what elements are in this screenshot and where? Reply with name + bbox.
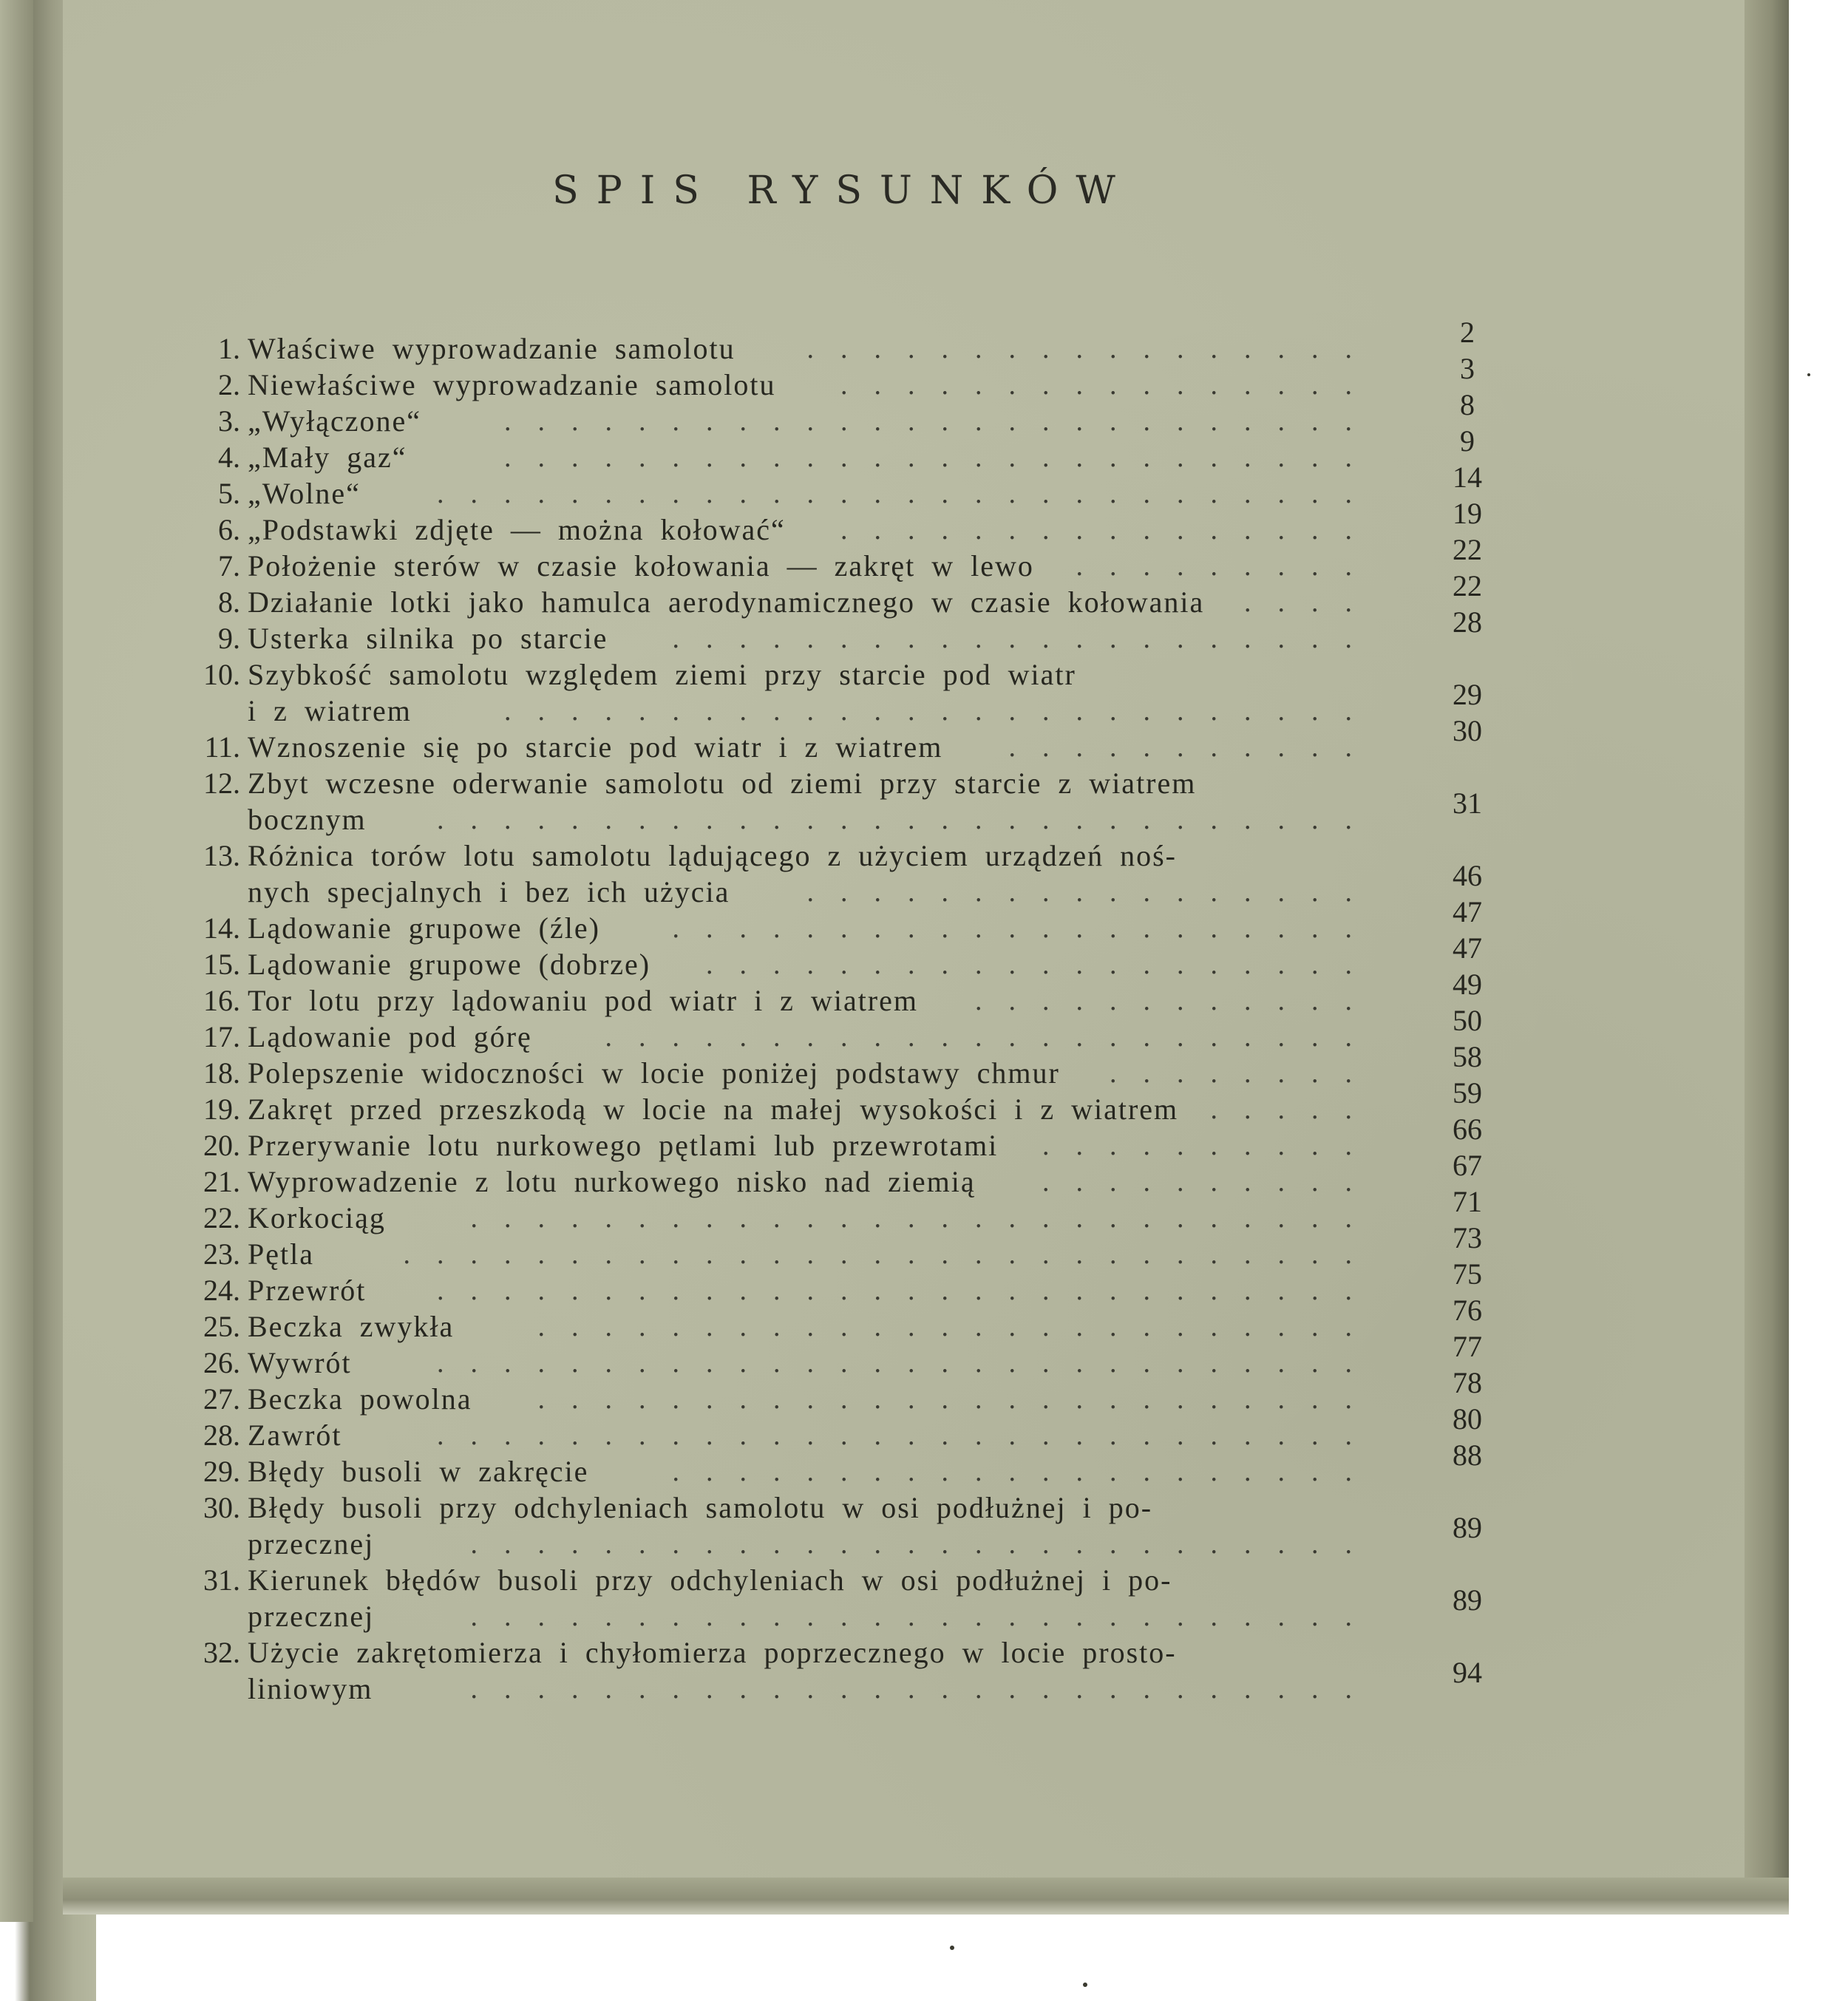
dot-leader: ................ [840,370,1379,401]
page-number: 89 [1453,1583,1482,1617]
figure-number: 9. [218,622,240,655]
figure-number: 22. [203,1201,240,1234]
figure-entry [174,1563,1379,1598]
page-number: 94 [1453,1656,1482,1689]
page-number: 46 [1453,859,1482,892]
figure-title: Działanie lotki jako hamulca aerodynamicznego w czasie kołowania [248,585,1205,619]
dot-leader: ............ [975,985,1379,1016]
figure-title-continuation: bocznym [248,803,367,836]
page-number: 47 [1453,931,1482,965]
dot-leader: ........................... [470,1529,1379,1560]
figure-number: 26. [203,1346,240,1379]
dot-leader: .......................... [504,406,1379,437]
figure-number: 6. [218,513,240,546]
figure-entry [174,585,1379,620]
figure-title: Niewłaściwe wyprowadzanie samolotu [248,368,776,401]
page-number: 29 [1453,678,1482,711]
dust-speck [1807,373,1810,376]
figure-number: 32. [203,1636,240,1669]
figure-number: 31. [203,1563,240,1597]
dot-leader: ........... [1008,732,1379,763]
figure-number: 24. [203,1274,240,1307]
figure-title: Błędy busoli przy odchyleniach samolotu w osi podłużnej i po- [248,1491,1153,1524]
figure-number: 20. [203,1129,240,1162]
figure-title: Szybkość samolotu względem ziemi przy starcie pod wiatr [248,658,1076,691]
figure-title-continuation: i z wiatrem [248,694,412,727]
figure-title: Usterka silnika po starcie [248,622,608,655]
figure-number: 8. [218,585,240,619]
page-number: 59 [1453,1076,1482,1110]
figure-number: 27. [203,1382,240,1416]
figure-title: Zbyt wczesne oderwanie samolotu od ziemi przy starcie z wiatrem [248,767,1197,800]
figure-title-continuation: liniowym [248,1672,373,1705]
figure-number: 21. [203,1165,240,1198]
figure-title: Wznoszenie się po starcie pod wiatr i z wiatrem [248,730,943,764]
dot-leader: .... [1244,587,1379,618]
figure-title: „Mały gaz“ [248,441,407,474]
figure-entry [174,1635,1379,1671]
page-title: SPIS RYSUNKÓW [552,169,1133,213]
figure-number: 1. [218,332,240,365]
figure-title: Błędy busoli w zakręcie [248,1455,589,1488]
figure-title: Wyprowadzenie z lotu nurkowego nisko nad ziemią [248,1165,976,1198]
dot-leader: ......................... [537,1384,1379,1415]
figure-number: 13. [203,839,240,872]
figure-number: 10. [203,658,240,691]
figure-number: 7. [218,549,240,582]
dot-leader: ......................... [537,1311,1379,1342]
dot-leader: .......................... [504,696,1379,727]
figure-title: Wywrót [248,1346,352,1379]
figure-title: Korkociąg [248,1201,386,1234]
page-number: 80 [1453,1402,1482,1436]
dot-leader: ............................. [403,1239,1379,1270]
figure-title: Przerywanie lotu nurkowego pętlami lub przewrotami [248,1129,999,1162]
figure-title: Lądowanie grupowe (źle) [248,911,600,945]
figure-entry [174,657,1379,693]
dot-leader: ........ [1110,1058,1379,1089]
figure-number: 18. [203,1056,240,1090]
figure-title: Tor lotu przy lądowaniu pod wiatr i z wiatrem [248,984,918,1017]
figure-title: Lądowanie grupowe (dobrze) [248,948,651,981]
figure-title: „Wolne“ [248,477,361,510]
dot-leader: ................ [840,514,1379,546]
dot-leader: .......... [1042,1130,1379,1161]
page-number: 2 [1460,316,1475,349]
dot-leader: ............................ [437,478,1379,509]
dot-leader: ......... [1076,551,1379,582]
dust-speck [950,1946,954,1950]
dot-leader: ........................... [470,1674,1379,1705]
page-number: 9 [1460,424,1475,458]
page-number: 50 [1453,1004,1482,1037]
page-number: 3 [1460,352,1475,385]
figure-number: 5. [218,477,240,510]
figure-title-continuation: przecznej [248,1527,375,1560]
dot-leader: ..................... [672,913,1379,944]
dot-leader: .................... [706,949,1379,980]
page-number: 49 [1453,968,1482,1001]
figure-title: Przewrót [248,1274,367,1307]
figure-number: 23. [203,1237,240,1271]
page-number: 71 [1453,1185,1482,1218]
page-number: 22 [1453,569,1482,602]
page-number: 67 [1453,1149,1482,1182]
page-number: 19 [1453,497,1482,530]
figure-entry [174,766,1379,801]
figure-number: 2. [218,368,240,401]
figure-number: 28. [203,1419,240,1452]
figure-title: Beczka powolna [248,1382,472,1416]
figure-title-continuation: nych specjalnych i bez ich użycia [248,875,730,908]
page-number: 77 [1453,1330,1482,1363]
figure-title: Właściwe wyprowadzanie samolotu [248,332,736,365]
dot-leader: .......................... [504,442,1379,473]
figure-title: Pętla [248,1237,314,1271]
figure-title: Użycie zakrętomierza i chyłomierza poprzecznego w locie prosto- [248,1636,1177,1669]
figure-title: Polepszenie widoczności w locie poniżej podstawy chmur [248,1056,1060,1090]
page-number: 14 [1453,461,1482,494]
figure-title: Kierunek błędów busoli przy odchyleniach w osi podłużnej i po- [248,1563,1172,1597]
figure-title: Zakręt przed przeszkodą w locie na małej wysokości i z wiatrem [248,1093,1179,1126]
figure-title: Zawrót [248,1419,342,1452]
figure-entry [174,838,1379,874]
figure-number: 17. [203,1020,240,1053]
figure-number: 12. [203,767,240,800]
figure-title: „Podstawki zdjęte — można kołować“ [248,513,786,546]
page-number: 78 [1453,1366,1482,1399]
dot-leader: ....................... [605,1022,1379,1053]
figure-entry [174,1490,1379,1526]
figure-number: 19. [203,1093,240,1126]
dot-leader: ..... [1210,1094,1379,1125]
figure-number: 11. [204,730,240,764]
page-number: 73 [1453,1221,1482,1254]
page-number: 88 [1453,1438,1482,1472]
dot-leader: ............................ [437,1420,1379,1451]
dot-leader: ............................ [437,1348,1379,1379]
page-number: 8 [1460,388,1475,421]
dot-leader: ............................ [437,1275,1379,1306]
dot-leader: ........................... [470,1601,1379,1632]
figure-title: Położenie sterów w czasie kołowania — zakręt w lewo [248,549,1034,582]
dot-leader: ............................ [437,804,1379,835]
dot-leader: .......... [1042,1166,1379,1197]
dot-leader: ........................... [470,1203,1379,1234]
dot-leader: ................. [806,333,1379,364]
figure-number: 29. [203,1455,240,1488]
page-number: 47 [1453,895,1482,928]
figure-number: 4. [218,441,240,474]
figure-number: 30. [203,1491,240,1524]
figure-number: 14. [203,911,240,945]
figure-title-continuation: przecznej [248,1600,375,1633]
page-number: 31 [1453,787,1482,820]
figure-title: Lądowanie pod górę [248,1020,532,1053]
page-number: 28 [1453,605,1482,639]
figure-number: 3. [218,404,240,438]
figure-title: Beczka zwykła [248,1310,455,1343]
figure-number: 15. [203,948,240,981]
page-number: 76 [1453,1294,1482,1327]
page-number: 58 [1453,1040,1482,1073]
dot-leader: ................. [806,877,1379,908]
figure-number: 16. [203,984,240,1017]
page-number: 75 [1453,1257,1482,1291]
dot-leader: ..................... [672,1456,1379,1487]
figure-title: Różnica torów lotu samolotu lądującego z użyciem urządzeń noś- [248,839,1177,872]
page-number: 66 [1453,1112,1482,1146]
figure-number: 25. [203,1310,240,1343]
dot-leader: ..................... [672,623,1379,654]
dust-speck [1083,1983,1087,1987]
page-number: 22 [1453,533,1482,566]
figure-title: „Wyłączone“ [248,404,421,438]
page-number: 30 [1453,714,1482,747]
page-number: 89 [1453,1511,1482,1544]
